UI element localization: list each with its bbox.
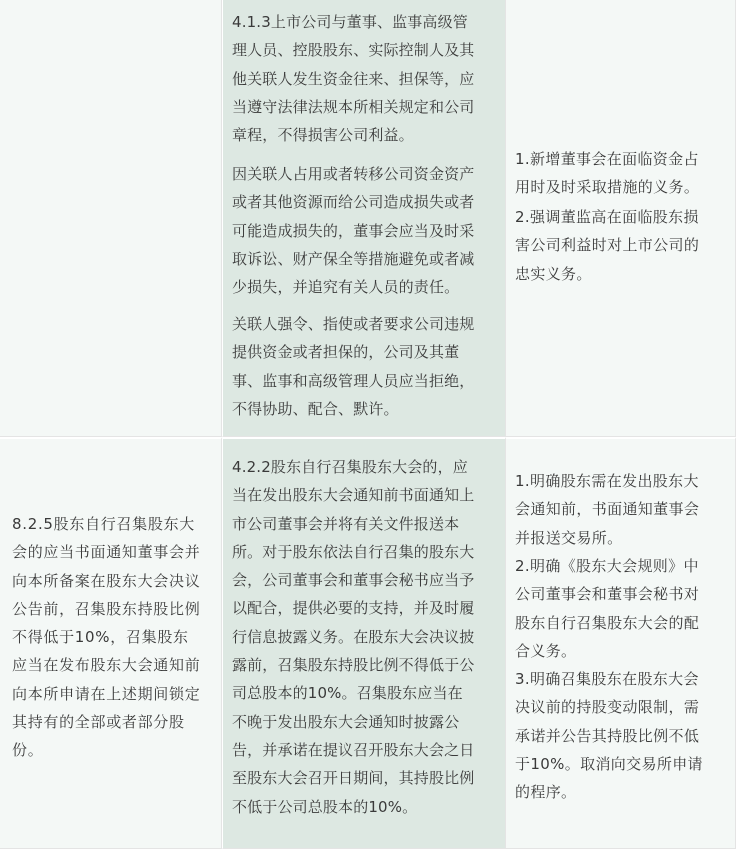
- row1-new-rule-para2: [232, 160, 474, 301]
- text-line: 行信息披露义务。在股东大会决议披: [232, 627, 475, 646]
- row2-change-note1: [515, 467, 699, 552]
- text-line: 市公司董事会并将有关文件报送本: [232, 514, 460, 533]
- text-line: 事、监事和高级管理人员应当拒绝，: [232, 371, 475, 390]
- text-line: 他关联人发生资金往来、担保等，应: [232, 69, 475, 88]
- text-line: 公司董事会和董事会秘书对: [515, 585, 700, 604]
- row1-new-rule-para3: [232, 310, 474, 423]
- text-line: 向本所备案在股东大会决议: [12, 571, 201, 590]
- text-line: 2.明确《股东大会规则》中: [515, 557, 699, 575]
- text-line: 1.明确股东需在发出股东大: [515, 472, 699, 490]
- row2-change-notes-cell: [506, 437, 736, 849]
- text-line: 章程，不得损害公司利益。: [232, 126, 414, 145]
- text-line: 并报送交易所。: [515, 528, 623, 547]
- text-line: 提供资金或者担保的，公司及其董: [232, 343, 460, 362]
- text-line: 不晚于发出股东大会通知时披露公: [232, 712, 460, 731]
- row2-old-rule-para1: [12, 510, 200, 765]
- row1-change-notes-cell: [506, 0, 736, 437]
- text-line: 害公司利益时对上市公司的: [515, 236, 700, 255]
- text-line: 向本所申请在上述期间锁定: [12, 684, 201, 703]
- text-line: 司总股本的10%。召集股东应当在: [232, 684, 463, 703]
- row1-change-note1: [515, 145, 699, 202]
- text-line: 8.2.5股东自行召集股东大: [12, 515, 195, 533]
- text-line: 可能造成损失的，董事会应当及时采: [232, 221, 475, 240]
- text-line: 应当在发布股东大会通知前: [12, 656, 201, 675]
- text-line: 于10%。取消向交易所申请: [515, 754, 703, 773]
- row1-change-note2: [515, 203, 699, 288]
- text-line: 决议前的持股变动限制，需: [515, 698, 700, 717]
- text-line: 4.2.2股东自行召集股东大会的，应: [232, 458, 468, 476]
- text-line: 或者其他资源而给公司造成损失或者: [232, 193, 475, 212]
- row2-new-rule-para1: [232, 453, 474, 821]
- text-line: 4.1.3上市公司与董事、监事高级管: [232, 13, 468, 31]
- text-line: 会，公司董事会和董事会秘书应当予: [232, 571, 475, 590]
- text-line: 合义务。: [515, 641, 577, 660]
- text-line: 所。对于股东依法自行召集的股东大: [232, 542, 475, 561]
- row1-new-rule-para1: [232, 8, 474, 149]
- text-line: 份。: [12, 741, 44, 760]
- text-line: 1.新增董事会在面临资金占: [515, 150, 699, 168]
- row1-old-rule-cell: [0, 0, 222, 437]
- text-line: 因关联人占用或者转移公司资金资产: [232, 165, 475, 183]
- row1-new-rule-cell: [222, 0, 506, 437]
- text-line: 会通知前，书面通知董事会: [515, 500, 700, 519]
- text-line: 以配合，提供必要的支持，并及时履: [232, 599, 475, 618]
- text-line: 忠实义务。: [515, 264, 592, 283]
- text-line: 不低于公司总股本的10%。: [232, 797, 418, 816]
- row2-change-note3: [515, 665, 703, 806]
- text-line: 承诺并公告其持股比例不低: [515, 726, 700, 745]
- text-line: 露前，召集股东持股比例不得低于公: [232, 656, 475, 675]
- text-line: 不得协助、配合、默许。: [232, 399, 399, 418]
- row2-old-rule-cell: [0, 437, 222, 849]
- text-line: 用时及时采取措施的义务。: [515, 178, 700, 197]
- row2-change-note2: [515, 552, 699, 665]
- text-line: 3.明确召集股东在股东大会: [515, 670, 699, 688]
- text-line: 股东自行召集股东大会的配: [515, 613, 700, 632]
- text-line: 公告前，召集股东持股比例: [12, 599, 201, 618]
- text-line: 理人员、控股股东、实际控制人及其: [232, 41, 475, 60]
- row2-new-rule-cell: [222, 437, 506, 849]
- text-line: 至股东大会召开日期间，其持股比例: [232, 769, 475, 788]
- text-line: 当在发出股东大会通知前书面通知上: [232, 486, 475, 505]
- text-line: 告，并承诺在提议召开股东大会之日: [232, 740, 475, 759]
- text-line: 当遵守法律法规本所相关规定和公司: [232, 97, 475, 116]
- text-line: 的程序。: [515, 783, 577, 802]
- text-line: 会的应当书面通知董事会并: [12, 543, 201, 562]
- text-line: 取诉讼、财产保全等措施避免或者减: [232, 249, 475, 268]
- text-line: 其持有的全部或者部分股: [12, 713, 185, 732]
- text-line: 少损失，并追究有关人员的责任。: [232, 278, 460, 297]
- text-line: 不得低于10%，召集股东: [12, 628, 189, 647]
- text-line: 关联人强令、指使或者要求公司违规: [232, 315, 475, 333]
- text-line: 2.强调董监高在面临股东损: [515, 208, 699, 226]
